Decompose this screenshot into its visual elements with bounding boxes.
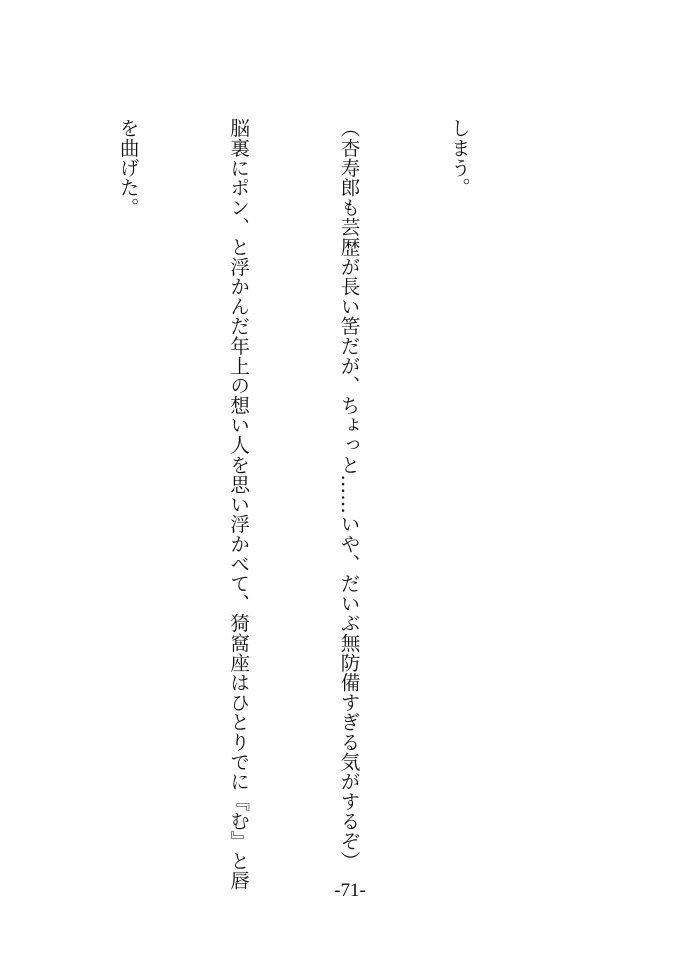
text-line: （杏寿郎も芸歴が長い筈だが、ちょっと……いや、だいぶ無防備すぎる気がするぞ） [337,118,361,871]
text-line: 脳裏にポン、と浮かんだ年上の想い人を思い浮かべて、猗窩座はひとりでに『む』と唇 [226,118,250,891]
text-line: を曲げた。 [116,118,140,217]
blank-line [0,118,35,858]
text-line: しまう。 [447,118,471,198]
page-number: -71- [334,880,366,901]
